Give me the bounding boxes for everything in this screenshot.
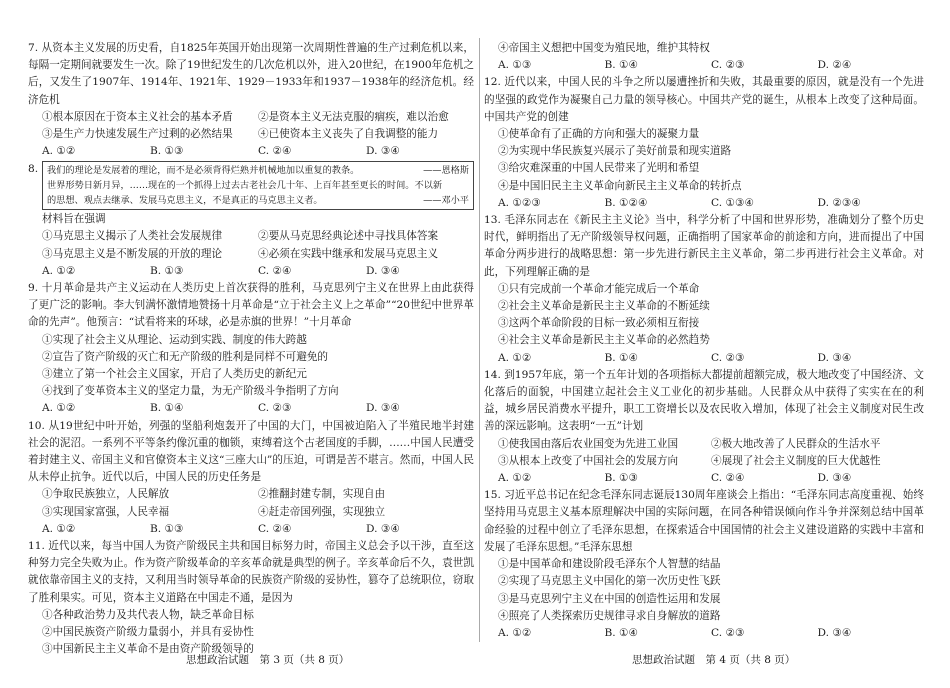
- quote-line: [47, 164, 469, 179]
- choice-d: D. ③④: [817, 626, 852, 639]
- choice-b: B. ①④: [150, 402, 184, 415]
- option: ③给灾难深重的中国人民带来了光明和希望: [498, 162, 700, 175]
- question-11: [28, 538, 474, 658]
- option: ③建立了第一个社会主义国家，开启了人类历史的新纪元: [42, 368, 307, 381]
- choice-d: D. ③④: [366, 264, 400, 277]
- question-stem: 10. 从19世纪中叶开始，列强的坚船利炮轰开了中国的大门，中国被迫陷入了半殖民地半封建社会的泥沼。一系列不平等条约像沉重的枷锁，束缚着这个古老国度的手脚，……中国人民遭受着封建主义、帝国主义和官僚资本主义这“三座大山”的压迫，可谓是苦不堪言。然而，中国人民从未停止抗争。近代以后，中国人民的历史任务是: [28, 419, 474, 484]
- question-7: [28, 40, 474, 160]
- choice-d: D. ③④: [817, 351, 852, 364]
- question-stem: 15. 习近平总书记在纪念毛泽东同志诞辰130周年座谈会上指出：“毛泽东同志高度重视、始终坚持用马克思主义基本原理解决中国的实际问题，在同各种错误倾向作斗争并深刻总结中国革命经验的过程中创立了毛泽东思想，在探索适合中国国情的社会主义建设道路的实践中丰富和发展了毛泽东思想。”毛泽东思想: [484, 489, 924, 553]
- option: ③从根本上改变了中国社会的发展方向: [498, 454, 679, 467]
- choice-c: C. ②④: [258, 522, 292, 535]
- choice-d: D. ③④: [366, 145, 400, 158]
- option: ①实现了社会主义从理论、运动到实践、制度的伟大跨越: [42, 333, 307, 346]
- option: ①使革命有了正确的方向和强大的凝聚力量: [498, 128, 700, 141]
- option: ②宣告了资产阶级的灭亡和无产阶级的胜利是同样不可避免的: [42, 350, 329, 363]
- answer-choices: [498, 625, 924, 642]
- quote-block: [28, 161, 474, 210]
- question-stem: 12. 近代以来，中国人民的斗争之所以屡遭挫折和失败，其最重要的原因，就是没有一个先进的坚强的政党作为凝聚自己力量的领导核心。中国共产党的诞生，从根本上改变了这种局面。中国共产党的创建: [484, 76, 924, 123]
- choice-b: B. ①③: [604, 472, 639, 485]
- option: ①是中国革命和建设阶段毛泽东个人智慧的结晶: [498, 558, 721, 571]
- option-row: [42, 228, 474, 245]
- option: ④展现了社会主义制度的巨大优越性: [711, 454, 881, 467]
- right-column: [484, 40, 924, 642]
- choice-c: C. ②④: [711, 472, 745, 485]
- choice-b: B. ①③: [150, 145, 184, 158]
- option: ②中国民族资产阶级力量弱小，并具有妥协性: [42, 626, 254, 639]
- option: ④找到了变革资本主义的坚定力量，为无产阶级斗争指明了方向: [42, 385, 339, 398]
- quote-text: 世界形势日新月异，……现在的一个抓得上过去古老社会几十年、上百年甚至更长的时间。不以新: [47, 180, 443, 192]
- option: ④是中国旧民主主义革命向新民主主义革命的转折点: [498, 179, 742, 192]
- choice-a: A. ①②: [498, 351, 532, 364]
- left-column: [28, 40, 474, 658]
- option: ③马克思主义是不断发展的开放的理论: [42, 247, 223, 260]
- option: ④社会主义革命是新民主主义革命的必然趋势: [498, 334, 710, 347]
- choice-a: A. ①②: [498, 626, 532, 639]
- question-number: 8.: [28, 163, 39, 176]
- option-row: [42, 504, 474, 521]
- option: ②社会主义革命是新民主主义革命的不断延续: [498, 300, 710, 313]
- question-12: [484, 74, 924, 212]
- choice-d: D. ②③④: [817, 196, 861, 209]
- quote-text: 的思想、观点去继承、发展马克思主义，不是真正的马克思主义者。: [47, 194, 323, 206]
- answer-choices: [498, 470, 924, 487]
- choice-c: C. ②④: [258, 145, 292, 158]
- answer-choices: [498, 195, 924, 212]
- choice-a: A. ①②: [498, 472, 532, 485]
- choice-c: C. ②③: [711, 351, 745, 364]
- option: ①各种政治势力及共代表人物，缺乏革命目标: [42, 608, 254, 621]
- question-stem: 14. 到1957年底，第一个五年计划的各项指标大都提前超额完成，极大地改变了中国经济、文化落后的面貌，中国建立起社会主义工业化的初步基础。人民群众从中获得了实实在在的利益，城乡居民消费水平提升，职工工资增长以及农民收入增加，体现了社会主义制度对民生改善的深远影响。这表明“一五”计划: [484, 368, 924, 433]
- option: ①争取民族独立，人民解放: [42, 488, 170, 501]
- quote-source: ——邓小平: [423, 194, 469, 206]
- option: ④必须在实践中继承和发展马克思主义: [258, 247, 439, 260]
- option: ③实现国家富强，人民幸福: [42, 505, 170, 518]
- choice-c: C. ②④: [258, 264, 292, 277]
- quote-line: [47, 194, 469, 209]
- question-13: [484, 212, 924, 367]
- quote-box: [42, 161, 474, 210]
- question-9: [28, 280, 474, 418]
- choice-a: A. ①②: [42, 522, 76, 535]
- choice-c: C. ①③④: [711, 196, 754, 209]
- option: ④照亮了人类探索历史规律寻求自身解放的道路: [498, 609, 721, 622]
- quote-text: 我们的理论是发展着的理论，而不是必须背得烂熟并机械地加以重复的教条。: [47, 165, 360, 177]
- answer-choices: [42, 521, 474, 538]
- choice-d: D. ③④: [366, 522, 400, 535]
- answer-choices: [42, 400, 474, 417]
- option: ④已使资本主义丧失了自我调整的能力: [258, 128, 439, 141]
- question-8: [28, 161, 474, 280]
- choice-d: D. ③④: [366, 402, 400, 415]
- page-footer-left: 思想政治试题 第 3 页（共 8 页）: [186, 654, 350, 666]
- choice-b: B. ①④: [604, 351, 639, 364]
- choice-a: A. ①②: [42, 145, 76, 158]
- choice-c: C. ②③: [711, 626, 745, 639]
- option: ①只有完成前一个革命才能完成后一个革命: [498, 282, 700, 295]
- question-stem: 13. 毛泽东同志在《新民主主义论》当中，科学分析了中国和世界形势，准确划分了整个历史时代，鲜明指出了无产阶级领导权问题，正确指明了国家革命的前途和方向，进而提出了中国革命分两步进行的战略思想：第一步先进行新民主主义革命，第二步再进行社会主义革命。对此，下列理解正确的是: [484, 214, 924, 278]
- option-row: [498, 453, 924, 470]
- answer-choices: [498, 57, 924, 74]
- question-14: [484, 367, 924, 487]
- choice-a: A. ①②③: [498, 196, 541, 209]
- choice-a: A. ①③: [498, 59, 532, 72]
- quote-line: [47, 179, 469, 194]
- choice-a: A. ①②: [42, 402, 76, 415]
- option: ①马克思主义揭示了人类社会发展规律: [42, 230, 223, 243]
- option-row: [42, 486, 474, 503]
- option: ②推翻封建专制，实现自由: [258, 488, 386, 501]
- choice-b: B. ①③: [150, 264, 184, 277]
- choice-b: B. ①④: [604, 626, 639, 639]
- option: ①根本原因在于资本主义社会的基本矛盾: [42, 110, 233, 123]
- option-row: [42, 126, 474, 143]
- answer-choices: [498, 350, 924, 367]
- option: ②实现了马克思主义中国化的第一次历史性飞跃: [498, 575, 721, 588]
- choice-b: B. ①③: [150, 522, 184, 535]
- option: ②极大地改善了人民群众的生活水平: [711, 437, 881, 450]
- choice-d: D. ②④: [817, 59, 852, 72]
- page-footer-right: 思想政治试题 第 4 页（共 8 页）: [632, 654, 796, 666]
- answer-choices: [42, 263, 474, 280]
- choice-b: B. ①④: [604, 59, 639, 72]
- option: ②为实现中华民族复兴展示了美好前景和现实道路: [498, 145, 732, 158]
- question-stem: 11. 近代以来，每当中国人为资产阶级民主共和国目标努力时，帝国主义总会予以干涉，直至这种努力完全失败为止。作为资产阶级革命的辛亥革命就是典型的例子。辛亥革命后不久，袁世凯就依靠帝国主义的支持，又利用当时领导革命的民族资产阶级的妥协性，篡夺了总统职位，窃取了胜利果实。可见，资本主义道路在中国走不通，是因为: [28, 540, 474, 604]
- question-stem: 材料旨在强调: [42, 213, 106, 226]
- option: ③这两个革命阶段的目标一致必须相互衔接: [498, 317, 700, 330]
- choice-d: D. ③④: [817, 472, 852, 485]
- option-row: [42, 246, 474, 263]
- choice-c: C. ②③: [258, 402, 292, 415]
- question-stem: 7. 从资本主义发展的历史看，自1825年英国开始出现第一次周期性普遍的生产过剩危机以来，每隔一定期间就要发生一次。除了19世纪发生的几次危机以外，进入20世纪，在1900年危机之后，又发生了1907年、1914年、1921年、1929－1933年和1937－1938年的经济危机。经济危机: [28, 42, 474, 106]
- choice-c: C. ②③: [711, 59, 745, 72]
- column-divider: [479, 38, 480, 642]
- option: ②要从马克思经典论述中寻找具体答案: [258, 230, 439, 243]
- quote-source: ——恩格斯: [423, 165, 469, 177]
- choice-a: A. ①②: [42, 264, 76, 277]
- question-stem: 9. 十月革命是共产主义运动在人类历史上首次获得的胜利，马克思列宁主义在世界上由此获得了更广泛的影响。李大钊满怀激情地赞扬十月革命是“立于社会主义上之革命”“20世纪中世界革命的先声”。他预言：“试看将来的环球，必是赤旗的世界！”十月革命: [28, 282, 474, 329]
- answer-choices: [42, 143, 474, 160]
- question-11-continued: [484, 40, 924, 74]
- option-row: [498, 436, 924, 453]
- option: ②是资本主义无法克服的痼疾，难以治愈: [258, 110, 449, 123]
- option: ③是生产力快速发展生产过剩的必然结果: [42, 128, 233, 141]
- option-row: [42, 109, 474, 126]
- option: ①使我国由落后农业国变为先进工业国: [498, 437, 679, 450]
- option: ④帝国主义想把中国变为殖民地，维护其特权: [498, 42, 710, 54]
- option: ③是马克思列宁主义在中国的创造性运用和发展: [498, 592, 721, 605]
- option: ③中国新民主主义革命不是由资产阶级领导的: [42, 643, 254, 656]
- question-10: [28, 418, 474, 538]
- question-15: [484, 487, 924, 642]
- choice-b: B. ①②④: [604, 196, 648, 209]
- option: ④赶走帝国列强，实现独立: [258, 505, 386, 518]
